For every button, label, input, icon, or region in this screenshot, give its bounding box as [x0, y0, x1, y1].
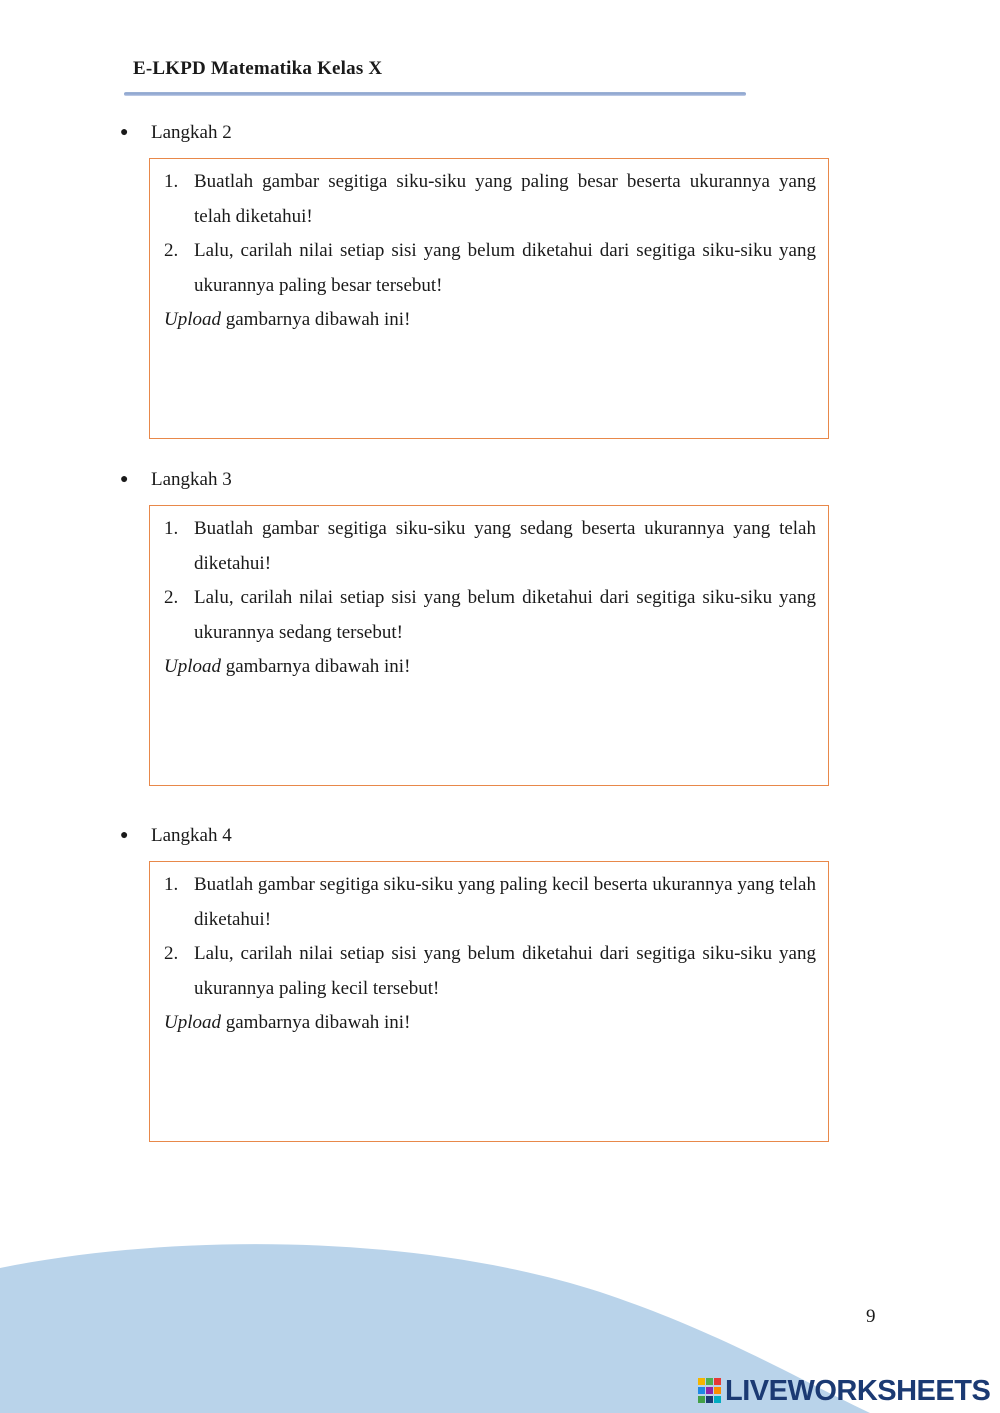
header-rule: [124, 92, 746, 96]
upload-instruction: Upload gambarnya dibawah ini!: [164, 1012, 411, 1033]
list-item: 2. Lalu, carilah nilai setiap sisi yang belum diketahui dari segitiga siku-siku yang ukurannya sedang tersebut!: [164, 587, 816, 643]
bullet-icon: ●: [120, 125, 129, 140]
list-item: 2. Lalu, carilah nilai setiap sisi yang belum diketahui dari segitiga siku-siku yang ukurannya paling besar tersebut!: [164, 240, 816, 296]
upload-instruction: Upload gambarnya dibawah ini!: [164, 309, 411, 330]
bullet-icon: ●: [120, 828, 129, 843]
step-heading-4: ● Langkah 4: [120, 825, 232, 846]
liveworksheets-brand[interactable]: [697, 1374, 990, 1408]
list-item: 1. Buatlah gambar segitiga siku-siku yang paling kecil beserta ukurannya yang telah diketahui!: [164, 874, 816, 930]
step-heading-3: ● Langkah 3: [120, 469, 232, 490]
liveworksheets-logo-icon: [697, 1376, 723, 1406]
bullet-icon: ●: [120, 472, 129, 487]
upload-instruction: Upload gambarnya dibawah ini!: [164, 656, 411, 677]
page-number: 9: [866, 1306, 876, 1327]
list-item: 2. Lalu, carilah nilai setiap sisi yang belum diketahui dari segitiga siku-siku yang ukurannya paling kecil tersebut!: [164, 943, 816, 999]
step-heading-2: ● Langkah 2: [120, 122, 232, 143]
brand-text: LIVEWORKSHEETS: [725, 1375, 991, 1407]
page-header-title: E-LKPD Matematika Kelas X: [133, 58, 383, 79]
upload-box-step-4[interactable]: [149, 861, 829, 1142]
list-item: 1. Buatlah gambar segitiga siku-siku yang paling besar beserta ukurannya yang telah diketahui!: [164, 171, 816, 227]
list-item: 1. Buatlah gambar segitiga siku-siku yang sedang beserta ukurannya yang telah diketahui!: [164, 518, 816, 574]
upload-box-step-2[interactable]: [149, 158, 829, 439]
upload-box-step-3[interactable]: [149, 505, 829, 786]
